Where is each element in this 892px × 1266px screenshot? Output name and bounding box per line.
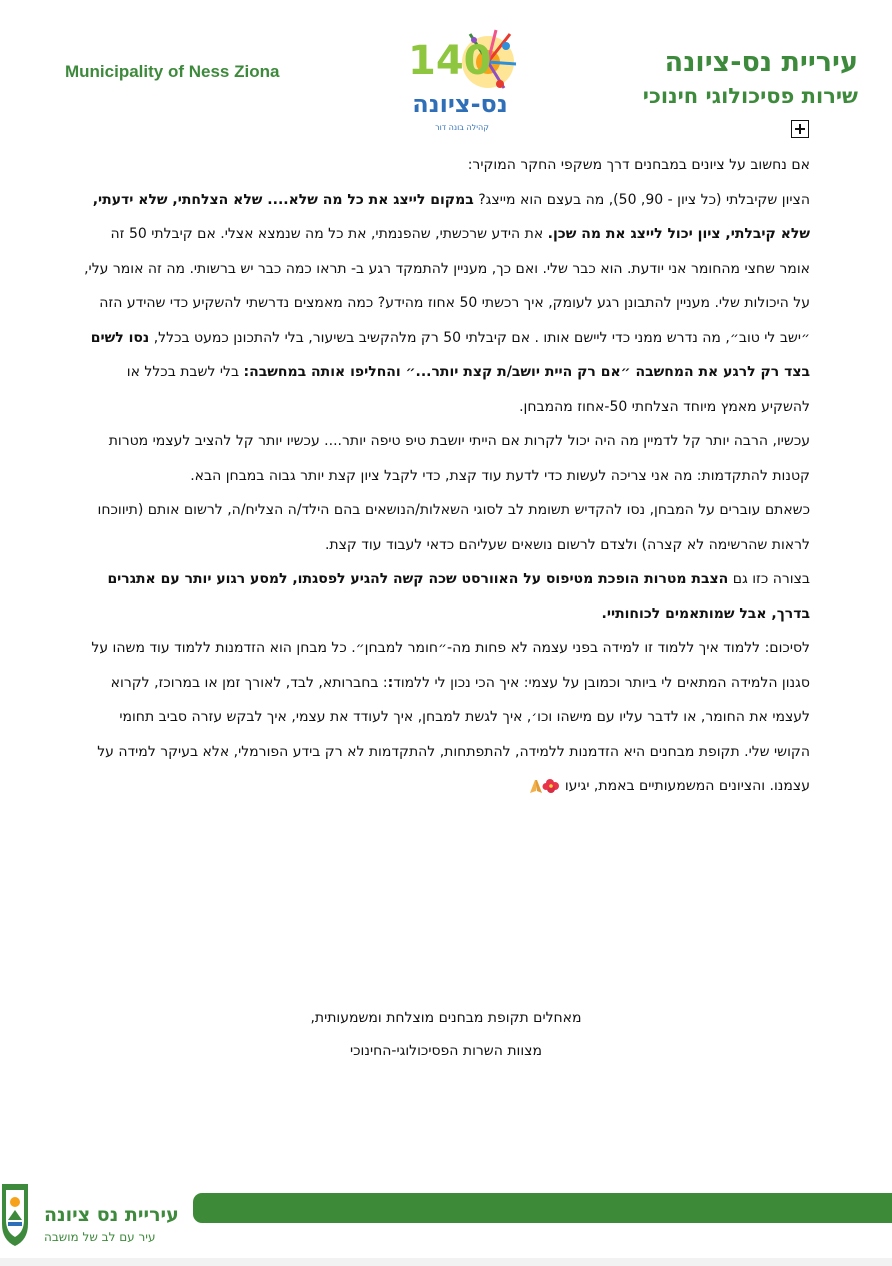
p2-bold-b: במקום לייצג את כל מה שלא.... שלא הצלחתי, שלא ידעתי, שלא קיבלתי, ציון יכול לייצג את מה שכן. — [92, 191, 810, 242]
p2-text-c: את הידע שרכשתי, שהפנמתי, את כל מה שנמצא אצלי. אם קיבלתי 50 זה אומר שחצי מהחומר אני יודעת. הוא כבר שלי. ואם כך, מעניין להתמקד רגע ב- תראו כמה כבר יש ברשותי. מה זה אומר עלי, על היכולות שלי. מעניין להתבונן רגע לעומק, איך רכשתי 50 אחוז מהידע? כמה מאמצים נדרשתי להשקיע כדי שהידע הזה ״ישב לי טוב״, מה נדרש ממני כדי ליישם אותו . אם קיבלתי 50 רק מלהקשיב בשיעור, בלי להתכונן כמעט בכלל, — [84, 226, 810, 346]
hibiscus-emoji-icon — [543, 779, 560, 793]
p6-colon: : — [387, 674, 394, 691]
paragraph-review-test: כשאתם עוברים על המבחן, נסו להקדיש תשומת לב לסוגי השאלות/הנושאים בהם הילד/ה הצליח/ה, לרשום אותם (תיווכחו לראות שהרשימה לא קצרה) ולצדם לרשום נושאים שעליהם כדאי לעבוד עוד קצת. — [97, 502, 810, 553]
closing-signature: מצוות השרות הפסיכולוגי-החינוכי — [350, 1043, 542, 1059]
p5-bold-b: הצבת מטרות הופכת מטיפוס על האוורסט שכה קשה להגיע לפסגתו, למסע רגוע יותר עם אתגרים בדרך, אבל שמותאמים לכוחותיי. — [107, 571, 810, 622]
p2-text-e: בלי לשבת בכלל או להשקיע מאמץ מיוחד הצלחתי 50-אחוז מהמבחן. — [126, 364, 810, 415]
paragraph-small-goals: עכשיו, הרבה יותר קל לדמיין מה היה יכול לקרות אם הייתי יושבת טיפ טיפה יותר.... עכשיו יותר קל להציב לעצמי מטרות קטנות להתקדמות: מה אני צריכה לעשות כדי לדעת עוד קצת, כדי לקבל ציון קצת יותר גבוה במבחן הבא. — [108, 433, 810, 484]
logo-text: נס-ציונה — [412, 90, 508, 118]
footer-slogan: עיר עם לב של מושבה — [44, 1230, 156, 1244]
emoji-group — [526, 777, 560, 795]
municipality-name-en: Municipality of Ness Ziona — [65, 62, 280, 81]
expand-icon[interactable] — [791, 120, 809, 138]
logo-number: 140 — [408, 38, 492, 84]
p6-text-b: : בחברותא, לבד, לאורך זמן או במרוכז, לקרוא לעצמי את החומר, או לדבר עליו עם מישהו וכו׳, איך לגשת למבחן, איך לעודד את עצמי, איך לבקש עזרה סביב תחומי הקושי שלי. תקופת מבחנים היא הזדמנות ללמידה, להתפתחות, להתקדמות לא רק בידע הפורמלי, אלא בעיקר למידה על עצמנו. והציונים המשמעותיים באמת, יגיעו — [97, 674, 810, 794]
ness-ziona-140-logo — [400, 12, 520, 137]
logo-tagline: קהילה בונה דור — [435, 123, 489, 132]
p2-text-a: הציון שקיבלתי (כל ציון - 90, 50), מה בעצם הוא מייצג? — [473, 191, 810, 208]
praying-hands-emoji-icon — [530, 780, 542, 793]
p2-bold-d: נסו לשים בצד רק לרגע את המחשבה ״אם רק היית יושב/ת קצת יותר...״ והחליפו אותה במחשבה: — [90, 329, 810, 380]
service-name-he: שירות פסיכולוגי חינוכי — [642, 84, 858, 108]
paragraph-intro: אם נחשוב על ציונים במבחנים דרך משקפי החקר המוקיר: — [467, 157, 810, 173]
paragraph-grade-meaning — [80, 183, 810, 425]
page-bottom-edge — [0, 1258, 892, 1266]
footer-city-name: עיריית נס ציונה — [44, 1204, 179, 1226]
article-body — [80, 148, 810, 804]
footer-bar — [193, 1193, 892, 1223]
p6-text-a: לסיכום: ללמוד איך ללמוד זו למידה בפני עצמה לא פחות מה-״חומר למבחן״. כל מבחן הוא הזדמנות ללמוד עוד משהו על סגנון הלמידה המתאים לי ביותר וכמובן על עצמי: איך הכי נכון לי ללמוד — [91, 640, 810, 691]
city-emblem-icon — [2, 1180, 30, 1252]
paragraph-summary — [80, 631, 810, 804]
paragraph-everest — [80, 562, 810, 631]
municipality-name-he: עיריית נס-ציונה — [664, 47, 858, 78]
p5-text-a: בצורה כזו גם — [728, 571, 810, 587]
closing-wish: מאחלים תקופת מבחנים מוצלחת ומשמעותית, — [310, 1010, 582, 1026]
